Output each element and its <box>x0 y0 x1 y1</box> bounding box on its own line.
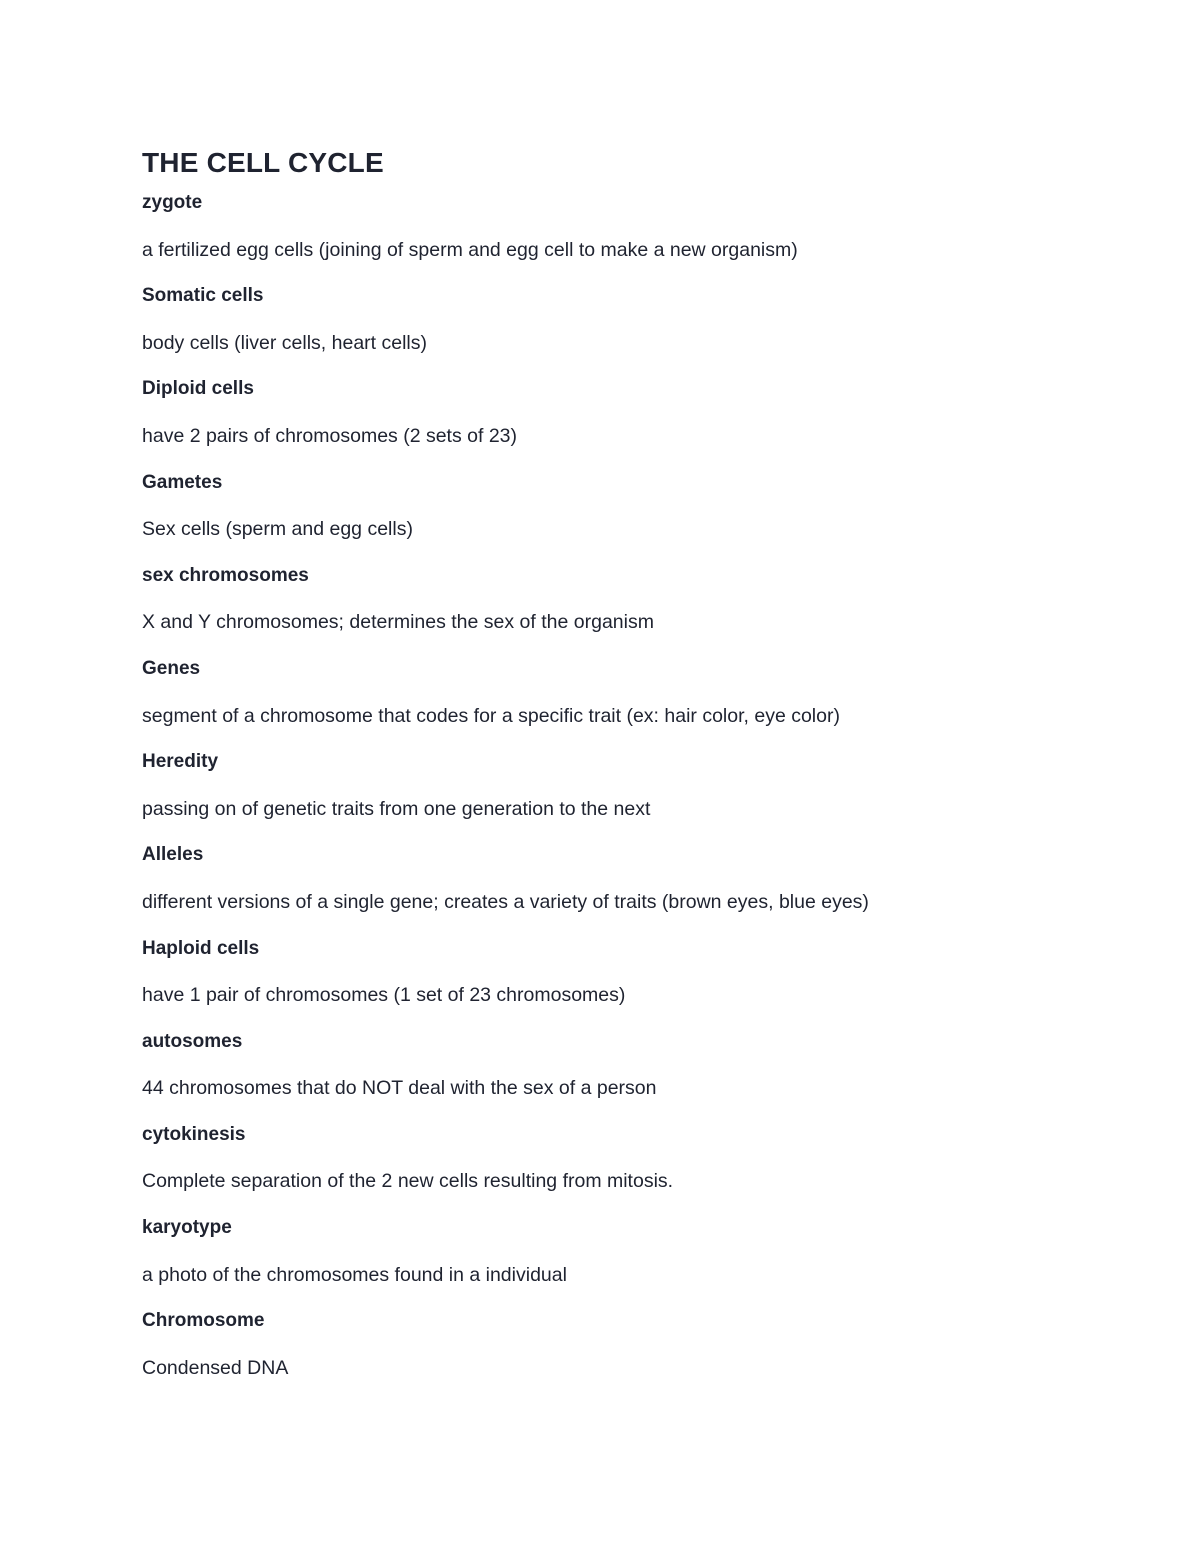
definition-zygote: a fertilized egg cells (joining of sperm and egg cell to make a new organism) <box>142 238 798 261</box>
definition-haploid-cells: have 1 pair of chromosomes (1 set of 23 chromosomes) <box>142 984 626 1007</box>
term-diploid-cells: Diploid cells <box>142 378 254 400</box>
definition-heredity: passing on of genetic traits from one generation to the next <box>142 797 651 820</box>
term-haploid-cells: Haploid cells <box>142 937 260 959</box>
definition-autosomes: 44 chromosomes that do NOT deal with the sex of a person <box>142 1077 657 1100</box>
document-page <box>142 143 1102 1400</box>
term-cytokinesis: cytokinesis <box>142 1123 246 1145</box>
term-chromosome: Chromosome <box>142 1310 265 1332</box>
definition-sex-chromosomes: X and Y chromosomes; determines the sex of the organism <box>142 611 654 634</box>
definition-gametes: Sex cells (sperm and egg cells) <box>142 518 413 541</box>
term-genes: Genes <box>142 657 201 679</box>
term-alleles: Alleles <box>142 844 204 866</box>
term-sex-chromosomes: sex chromosomes <box>142 564 309 586</box>
definition-diploid-cells: have 2 pairs of chromosomes (2 sets of 23) <box>142 424 518 447</box>
definition-genes: segment of a chromosome that codes for a specific trait (ex: hair color, eye color) <box>142 704 840 727</box>
term-somatic-cells: Somatic cells <box>142 285 264 307</box>
term-gametes: Gametes <box>142 471 223 493</box>
term-karyotype: karyotype <box>142 1217 232 1239</box>
term-heredity: Heredity <box>142 751 219 773</box>
term-autosomes: autosomes <box>142 1030 243 1052</box>
definition-cytokinesis: Complete separation of the 2 new cells resulting from mitosis. <box>142 1170 674 1193</box>
definition-alleles: different versions of a single gene; creates a variety of traits (brown eyes, blue eyes) <box>142 890 869 913</box>
definition-chromosome: Condensed DNA <box>142 1356 289 1379</box>
definition-somatic-cells: body cells (liver cells, heart cells) <box>142 331 428 354</box>
term-zygote: zygote <box>142 192 203 213</box>
page-title: THE CELL CYCLE <box>142 147 384 178</box>
definition-karyotype: a photo of the chromosomes found in a individual <box>142 1263 567 1286</box>
term-list <box>142 189 1102 1400</box>
